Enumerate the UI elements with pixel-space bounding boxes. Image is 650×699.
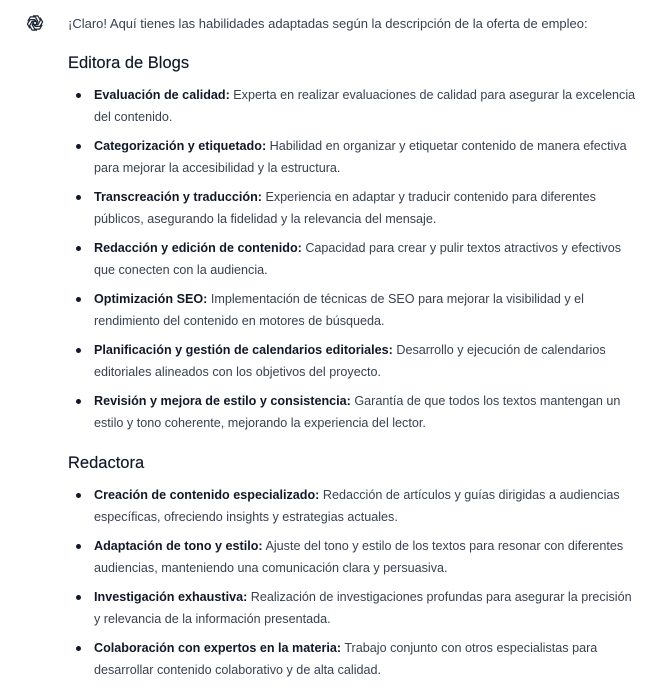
list-item (68, 637, 640, 681)
list-item (68, 535, 640, 579)
skill-desc: Capacidad para crear y pulir textos atractivos y efectivos que conecten con la audiencia. (94, 241, 622, 277)
skill-term: Revisión y mejora de estilo y consistencia: (94, 394, 351, 408)
skill-desc: Trabajo conjunto con otros especialistas para desarrollar contenido colaborativo y de alta calidad. (94, 641, 598, 677)
skill-desc: Desarrollo y ejecución de calendarios editoriales alineados con los objetivos del proyecto. (94, 343, 606, 379)
list-item (68, 586, 640, 630)
skill-desc: Redacción de artículos y guías dirigidas a audiencias específicas, ofreciendo insights y estrategias actuales. (94, 488, 620, 524)
skills-list-redactora (68, 484, 640, 681)
skill-desc: Implementación de técnicas de SEO para mejorar la visibilidad y el rendimiento del contenido en motores de búsqueda. (94, 292, 584, 328)
list-item (68, 288, 640, 332)
skill-term: Adaptación de tono y estilo: (94, 539, 263, 553)
skill-term: Categorización y etiquetado: (94, 139, 267, 153)
skill-desc: Realización de investigaciones profundas para asegurar la precisión y relevancia de la información presentada. (94, 590, 632, 626)
skill-desc: Experiencia en adaptar y traducir contenido para diferentes públicos, asegurando la fidelidad y la relevancia del mensaje. (94, 190, 596, 226)
skill-term: Transcreación y traducción: (94, 190, 262, 204)
list-item (68, 237, 640, 281)
list-item (68, 339, 640, 383)
list-item (68, 186, 640, 230)
skill-term: Colaboración con expertos en la materia: (94, 641, 342, 655)
skills-list-editora (68, 84, 640, 434)
skill-desc: Experta en realizar evaluaciones de calidad para asegurar la excelencia del contenido. (94, 88, 636, 124)
assistant-message (68, 14, 640, 699)
list-item (68, 390, 640, 434)
skill-term: Investigación exhaustiva: (94, 590, 248, 604)
skill-desc: Habilidad en organizar y etiquetar contenido de manera efectiva para mejorar la accesibilidad y la estructura. (94, 139, 627, 175)
list-item (68, 84, 640, 128)
skill-term: Redacción y edición de contenido: (94, 241, 302, 255)
skill-term: Creación de contenido especializado: (94, 488, 320, 502)
openai-logo-icon (24, 12, 46, 34)
skill-term: Evaluación de calidad: (94, 88, 230, 102)
list-item (68, 135, 640, 179)
section-title-editora: Editora de Blogs (68, 54, 190, 72)
list-item (68, 484, 640, 528)
intro-text: ¡Claro! Aquí tienes las habilidades adaptadas según la descripción de la oferta de empleo: (68, 16, 588, 31)
skill-desc: Garantía de que todos los textos mantengan un estilo y tono coherente, mejorando la experiencia del lector. (94, 394, 621, 430)
skill-term: Planificación y gestión de calendarios editoriales: (94, 343, 393, 357)
section-title-redactora: Redactora (68, 454, 145, 472)
skill-desc: Ajuste del tono y estilo de los textos para resonar con diferentes audiencias, manteniendo una comunicación clara y persuasiva. (94, 539, 624, 575)
skill-term: Optimización SEO: (94, 292, 208, 306)
